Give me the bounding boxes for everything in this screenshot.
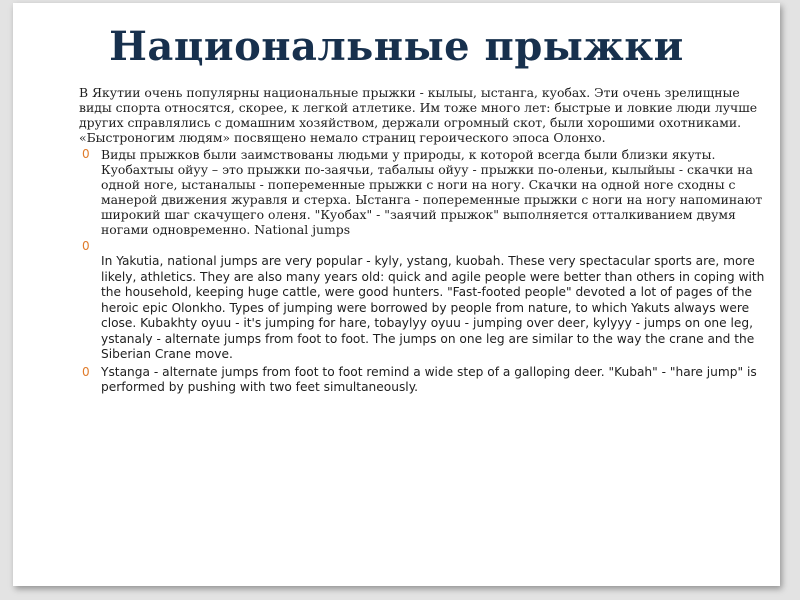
blank-line [101, 239, 767, 254]
bullet-text-3: Ystanga - alternate jumps from foot to foot remind a wide step of a galloping deer. "Kubah" - "hare jump" is performed by pushing with two feet simultaneously. [101, 364, 757, 394]
bullet-item-3 [79, 365, 767, 396]
bullet-item-1 [79, 147, 767, 237]
intro-paragraph: В Якутии очень популярны национальные прыжки - кылыы, ыстанга, куобах. Эти очень зрелищные виды спорта относятся, скорее, к легкой атлетике. Им тоже много лет: быстрые и ловкие люди лучше других справлялись с домашним хозяйством, держали огромный скот, были хорошими охотниками. «Быстроногим людям» посвящено немало страниц героического эпоса Олонхо. [79, 85, 758, 145]
bullet-text-2: In Yakutia, national jumps are very popular - kyly, ystang, kuobah. These very spectacular sports are, more likely, athletics. They are also many years old: quick and agile people were better than others in coping with the household, keeping huge cattle, were good hunters. "Fast-footed people" devoted a lot of pages of the heroic epic Olonkho. Types of jumping were borrowed by people from nature, to which Yakuts always were close. Kubakhty oyuu - it's jumping for hare, tobaylyy oyuu - jumping over deer, kylyyy - jumps on one leg, ystanaly - alternate jumps from foot to foot. The jumps on one leg are similar to the way the crane and the Siberian Crane move. [101, 254, 765, 361]
bullet-marker-icon: 0 [82, 147, 90, 161]
bullet-text-1: Виды прыжков были заимствованы людьми у природы, к которой всегда были близки якуты. Куобахтыы ойуу – это прыжки по-заячьи, табалыы ойуу - прыжки по-оленьи, кылыйыы - скачки на одной ноге, ыстаналыы - попеременные прыжки с ноги на ногу. Скачки на одной ноге сходны с манерой движения журавля и стерха. Ыстанга - попеременные прыжки с ноги на ногу напоминают широкий шаг скачущего оленя. "Куобах" - "заячий прыжок" выполняется отталкиванием двумя ногами одновременно. National jumps [101, 147, 763, 237]
bullet-list [79, 147, 767, 396]
bullet-item-2 [79, 239, 767, 363]
bullet-marker-icon: 0 [82, 364, 90, 379]
bullet-marker-icon: 0 [82, 239, 90, 253]
slide-title: Национальные прыжки [109, 23, 684, 70]
slide [13, 3, 780, 586]
slide-body [79, 85, 767, 398]
